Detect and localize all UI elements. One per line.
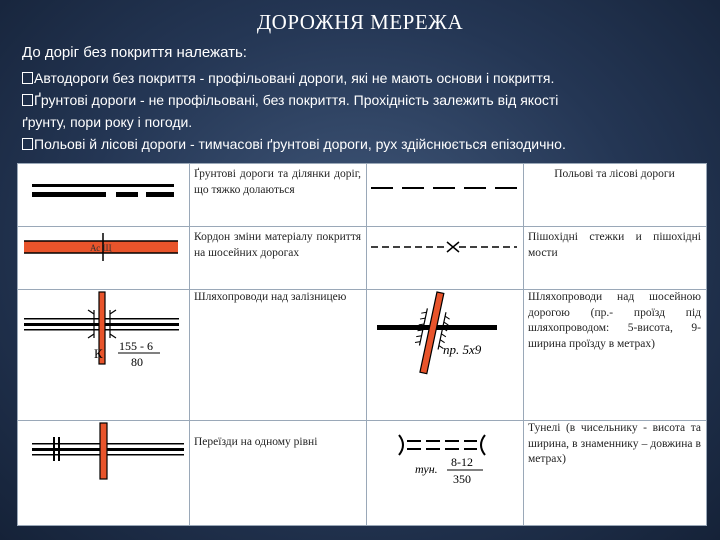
tunnel-numerator: 8-12 xyxy=(451,455,473,469)
description-text: Польові та лісові дороги xyxy=(554,168,675,180)
list-item xyxy=(22,89,702,111)
bullet-icon xyxy=(22,94,33,106)
road-overpass-symbol xyxy=(367,290,524,420)
k-numerator: 155 - 6 xyxy=(119,339,153,353)
description-text: Шляхопроводи над залізницею xyxy=(194,291,347,303)
symbol-cell xyxy=(367,421,524,526)
list-item-text: Польові й лісові дороги - тимчасові ґрунтові дороги, рух здійснюється епізодично. xyxy=(34,136,566,152)
tunnel-symbol xyxy=(367,421,524,525)
footpath-bridge-symbol xyxy=(367,227,524,289)
symbol-cell xyxy=(367,290,524,421)
list-item-text: Автодороги без покриття - профільовані дороги, які не мають основи і покриття. xyxy=(34,70,555,86)
symbol-cell xyxy=(18,164,190,227)
description-text: Переїзди на одному рівні xyxy=(194,436,318,448)
table-row xyxy=(18,164,707,227)
material-label: Ас Щ xyxy=(90,243,112,253)
description-cell xyxy=(190,164,367,227)
description-cell xyxy=(524,421,707,526)
tunnel-denominator: 350 xyxy=(453,472,471,486)
field-road-symbol xyxy=(367,164,524,226)
k-denominator: 80 xyxy=(131,355,143,369)
description-cell xyxy=(190,421,367,526)
list-item-continuation: ґрунту, пори року і погоди. xyxy=(22,114,193,130)
description-cell xyxy=(524,290,707,421)
list-item-text: Ґрунтові дороги - не профільовані, без покриття. Прохідність залежить від якості xyxy=(34,92,559,108)
symbol-cell xyxy=(18,227,190,290)
description-text: Ґрунтові дороги та ділянки доріг, що тяжко долаються xyxy=(194,168,361,196)
symbol-cell xyxy=(367,227,524,290)
symbol-cell xyxy=(367,164,524,227)
table-row xyxy=(18,421,707,526)
tunnel-label: тун. xyxy=(415,462,438,476)
k-label: К xyxy=(94,346,103,361)
list-item xyxy=(22,133,702,155)
symbol-cell xyxy=(18,290,190,421)
overpass-label: пр. 5х9 xyxy=(443,342,482,357)
material-change-symbol xyxy=(18,227,190,289)
dirt-road-symbol xyxy=(18,164,190,226)
description-cell xyxy=(190,290,367,421)
legend-table xyxy=(17,163,707,526)
table-row xyxy=(18,290,707,421)
table-row xyxy=(18,227,707,290)
description-text: Тунелі (в чисельнику - висота та ширина, в знаменнику – довжина в метрах) xyxy=(528,422,701,465)
description-text: Шляхопроводи над шосейною дорогою (пр.- проїзд під шляхопроводом: 5-висота, 9-ширина проїзду в метрах) xyxy=(528,291,701,350)
description-cell xyxy=(524,164,707,227)
bullet-icon xyxy=(22,72,33,84)
page-title: ДОРОЖНЯ МЕРЕЖА xyxy=(256,10,464,34)
railway-overpass-symbol xyxy=(18,290,190,420)
description-text: Кордон зміни матеріалу покриття на шосейних дорогах xyxy=(194,231,361,259)
intro-text: До доріг без покриття належать: xyxy=(22,44,247,61)
level-crossing-symbol xyxy=(18,421,190,525)
description-cell xyxy=(190,227,367,290)
description-text: Пішохідні стежки и пішохідні мости xyxy=(528,231,701,259)
description-cell xyxy=(524,227,707,290)
list-item xyxy=(22,67,702,89)
symbol-cell xyxy=(18,421,190,526)
bullet-icon xyxy=(22,138,33,150)
